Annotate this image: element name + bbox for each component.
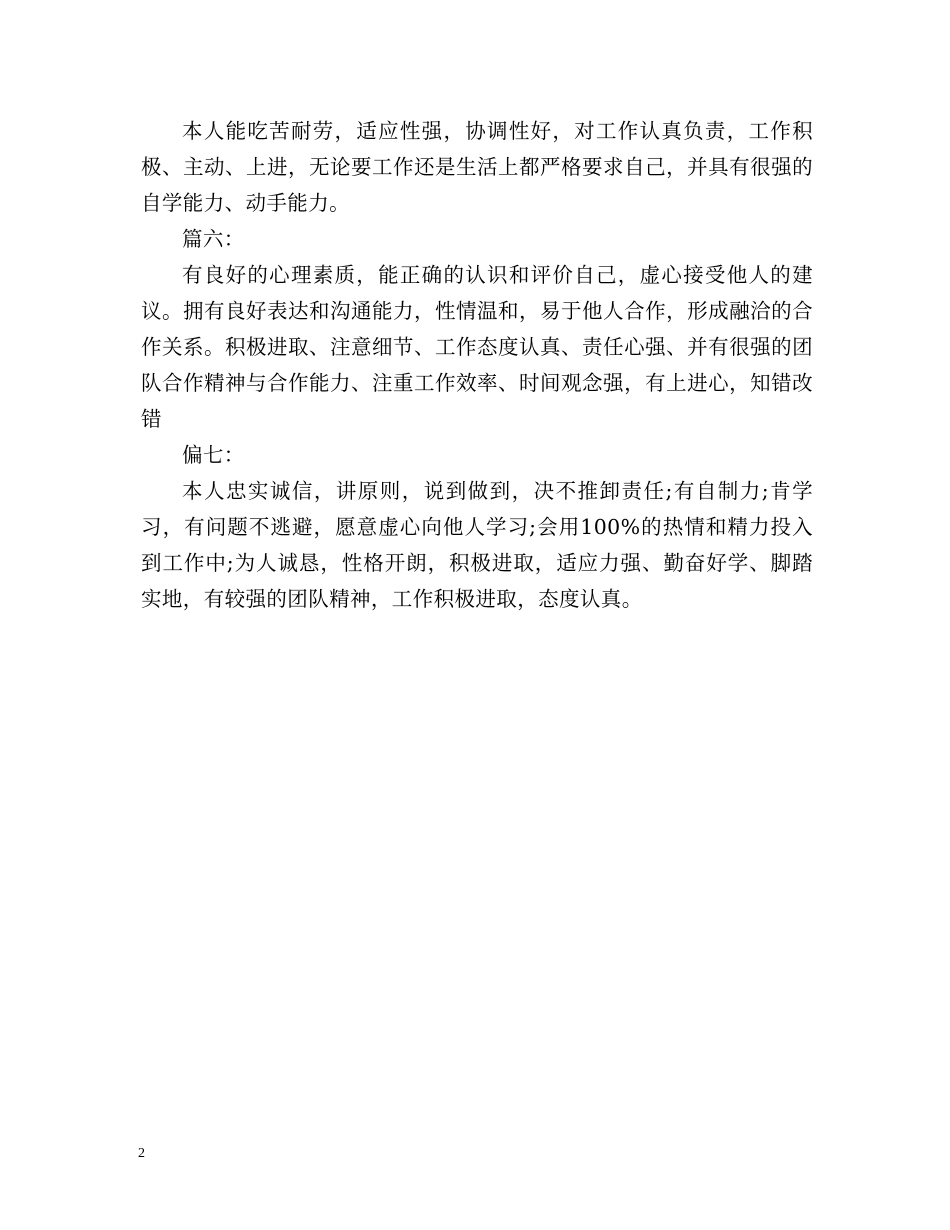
paragraph-self-evaluation-7: 本人忠实诚信，讲原则，说到做到，决不推卸责任;有自制力;肯学习，有问题不逃避，愿意虚心向他人学习;会用100%的热情和精力投入到工作中;为人诚恳，性格开朗，积极进取，适应力强、勤奋好学、脚踏实地，有较强的团队精神，工作积极进取，态度认真。 — [141, 479, 813, 611]
section-heading-7: 偏七： — [182, 443, 245, 467]
paragraph-self-evaluation-5: 本人能吃苦耐劳，适应性强，协调性好，对工作认真负责，工作积极、主动、上进，无论要工作还是生活上都严格要求自己，并具有很强的自学能力、动手能力。 — [141, 119, 813, 215]
page-number: 2 — [138, 1146, 145, 1161]
paragraph-self-evaluation-6: 有良好的心理素质，能正确的认识和评价自己，虚心接受他人的建议。拥有良好表达和沟通能力，性情温和，易于他人合作，形成融洽的合作关系。积极进取、注意细节、工作态度认真、责任心强、并有很强的团队合作精神与合作能力、注重工作效率、时间观念强，有上进心，知错改错 — [141, 263, 813, 431]
document-body — [141, 113, 813, 617]
section-heading-6: 篇六： — [182, 227, 245, 251]
